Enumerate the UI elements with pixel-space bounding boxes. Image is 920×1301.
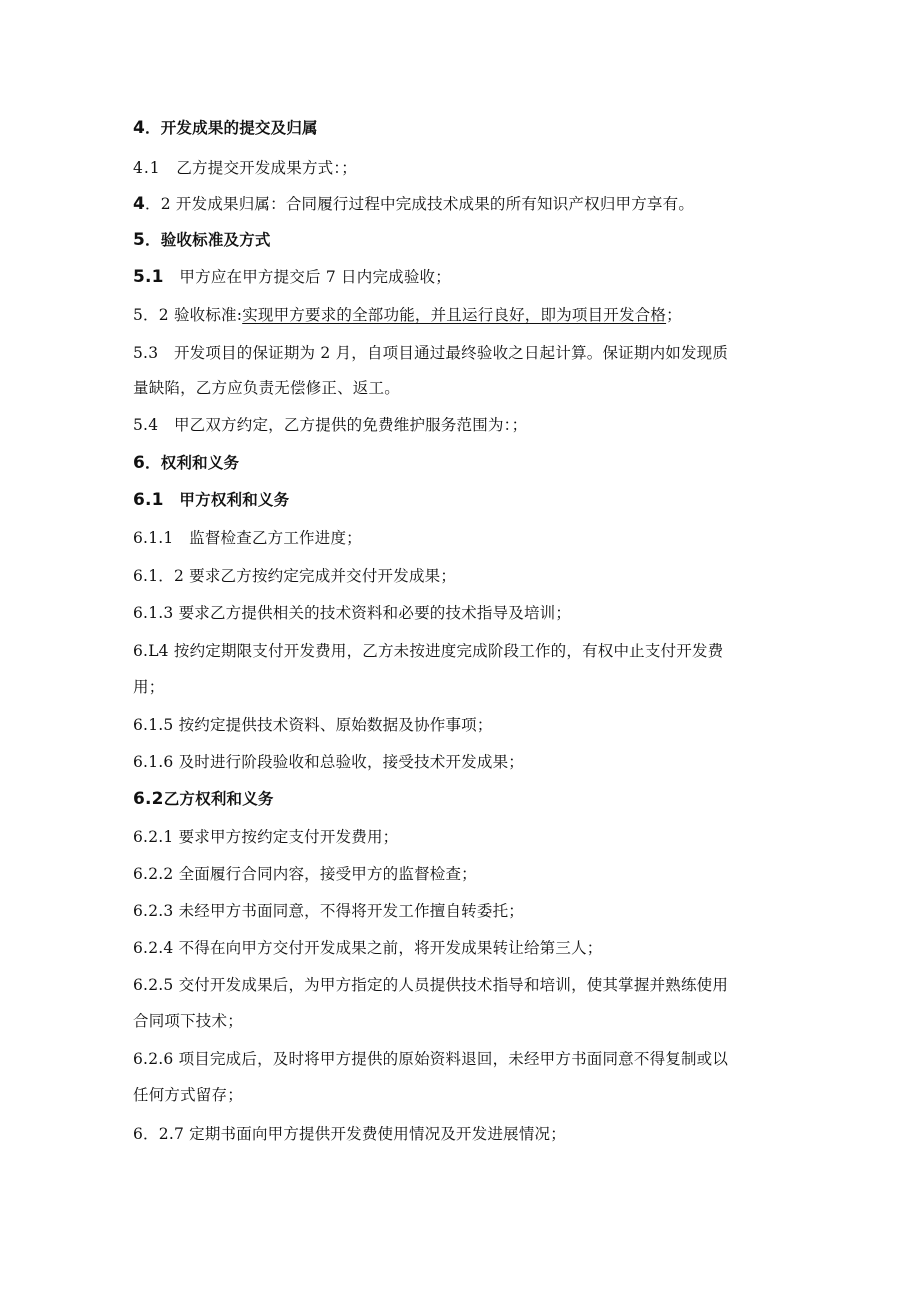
clause-5-1: [133, 267, 451, 287]
clause-6-2-5-line-2: 合同项下技术；: [133, 1012, 243, 1030]
clause-6-2-7: 6．2.7 定期书面向甲方提供开发费使用情况及开发进展情况；: [133, 1125, 566, 1143]
acceptance-standard-text: 实现甲方要求的全部功能，并且运行良好，即为项目开发合格: [242, 306, 667, 324]
subsection-6-2-heading: [133, 789, 274, 809]
clause-6-1-5: 6.1.5 按约定提供技术资料、原始数据及协作事项；: [133, 716, 493, 734]
clause-6-1-3: 6.1.3 要求乙方提供相关的技术资料和必要的技术指导及培训；: [133, 604, 572, 622]
clause-number: 4.1: [133, 159, 161, 177]
clause-5-2: [133, 305, 682, 325]
clause-text: 甲方应在甲方提交后 7 日内完成验收；: [179, 268, 451, 286]
clause-5-3-line-1: 5.3 开发项目的保证期为 2 月，自项目通过最终验收之日起计算。保证期内如发现质: [133, 344, 729, 362]
clause-6-2-2: 6.2.2 全面履行合同内容，接受甲方的监督检查；: [133, 865, 477, 883]
clause-4-2: [133, 194, 694, 214]
subsection-number: 6.2: [133, 789, 164, 809]
clause-6-2-1: 6.2.1 要求甲方按约定支付开发费用；: [133, 828, 399, 846]
clause-text: 乙方提交开发成果方式：；: [176, 159, 358, 177]
clause-6-1-4-line-2: 用；: [133, 678, 165, 696]
clause-prefix: 5．2 验收标准:: [133, 306, 243, 324]
clause-6-2-6-line-2: 任何方式留存；: [133, 1086, 243, 1104]
clause-4-1: [133, 158, 357, 178]
clause-number: 4: [133, 194, 146, 214]
subsection-number: 6.1: [133, 490, 164, 510]
section-4-heading: [133, 118, 318, 138]
subsection-title: 乙方权利和义务: [163, 790, 274, 808]
section-5-heading: [133, 230, 271, 250]
clause-6-2-3: 6.2.3 未经甲方书面同意，不得将开发工作擅自转委托；: [133, 902, 524, 920]
section-number: 5: [133, 230, 146, 250]
clause-5-4: 5.4 甲乙双方约定，乙方提供的免费维护服务范围为：；: [133, 416, 528, 434]
section-number: 6: [133, 453, 146, 473]
clause-6-2-5-line-1: 6.2.5 交付开发成果后，为甲方指定的人员提供技术指导和培训，使其掌握并熟练使用: [133, 976, 729, 994]
clause-6-1-1: 6.1.1 监督检查乙方工作进度；: [133, 529, 362, 547]
clause-6-1-4-line-1: 6.L4 按约定期限支付开发费用，乙方未按进度完成阶段工作的，有权中止支付开发费: [133, 642, 724, 660]
section-title: ．验收标准及方式: [145, 231, 271, 249]
section-number: 4: [133, 118, 146, 138]
subsection-title: 甲方权利和义务: [179, 491, 290, 509]
clause-6-1-2: 6.1．2 要求乙方按约定完成并交付开发成果；: [133, 567, 457, 585]
clause-6-2-4: 6.2.4 不得在向甲方交付开发成果之前，将开发成果转让给第三人；: [133, 939, 603, 957]
subsection-6-1-heading: [133, 490, 289, 510]
clause-6-1-6: 6.1.6 及时进行阶段验收和总验收，接受技术开发成果；: [133, 753, 524, 771]
clause-5-3-line-2: 量缺陷，乙方应负责无偿修正、返工。: [133, 379, 400, 397]
section-6-heading: [133, 453, 239, 473]
clause-number: 5.1: [133, 267, 164, 287]
clause-text: ．2 开发成果归属：合同履行过程中完成技术成果的所有知识产权归甲方享有。: [145, 195, 695, 213]
clause-suffix: ；: [666, 306, 682, 324]
section-title: ．权利和义务: [145, 454, 240, 472]
clause-6-2-6-line-1: 6.2.6 项目完成后，及时将甲方提供的原始资料退回，未经甲方书面同意不得复制或以: [133, 1050, 729, 1068]
section-title: ．开发成果的提交及归属: [145, 119, 318, 137]
